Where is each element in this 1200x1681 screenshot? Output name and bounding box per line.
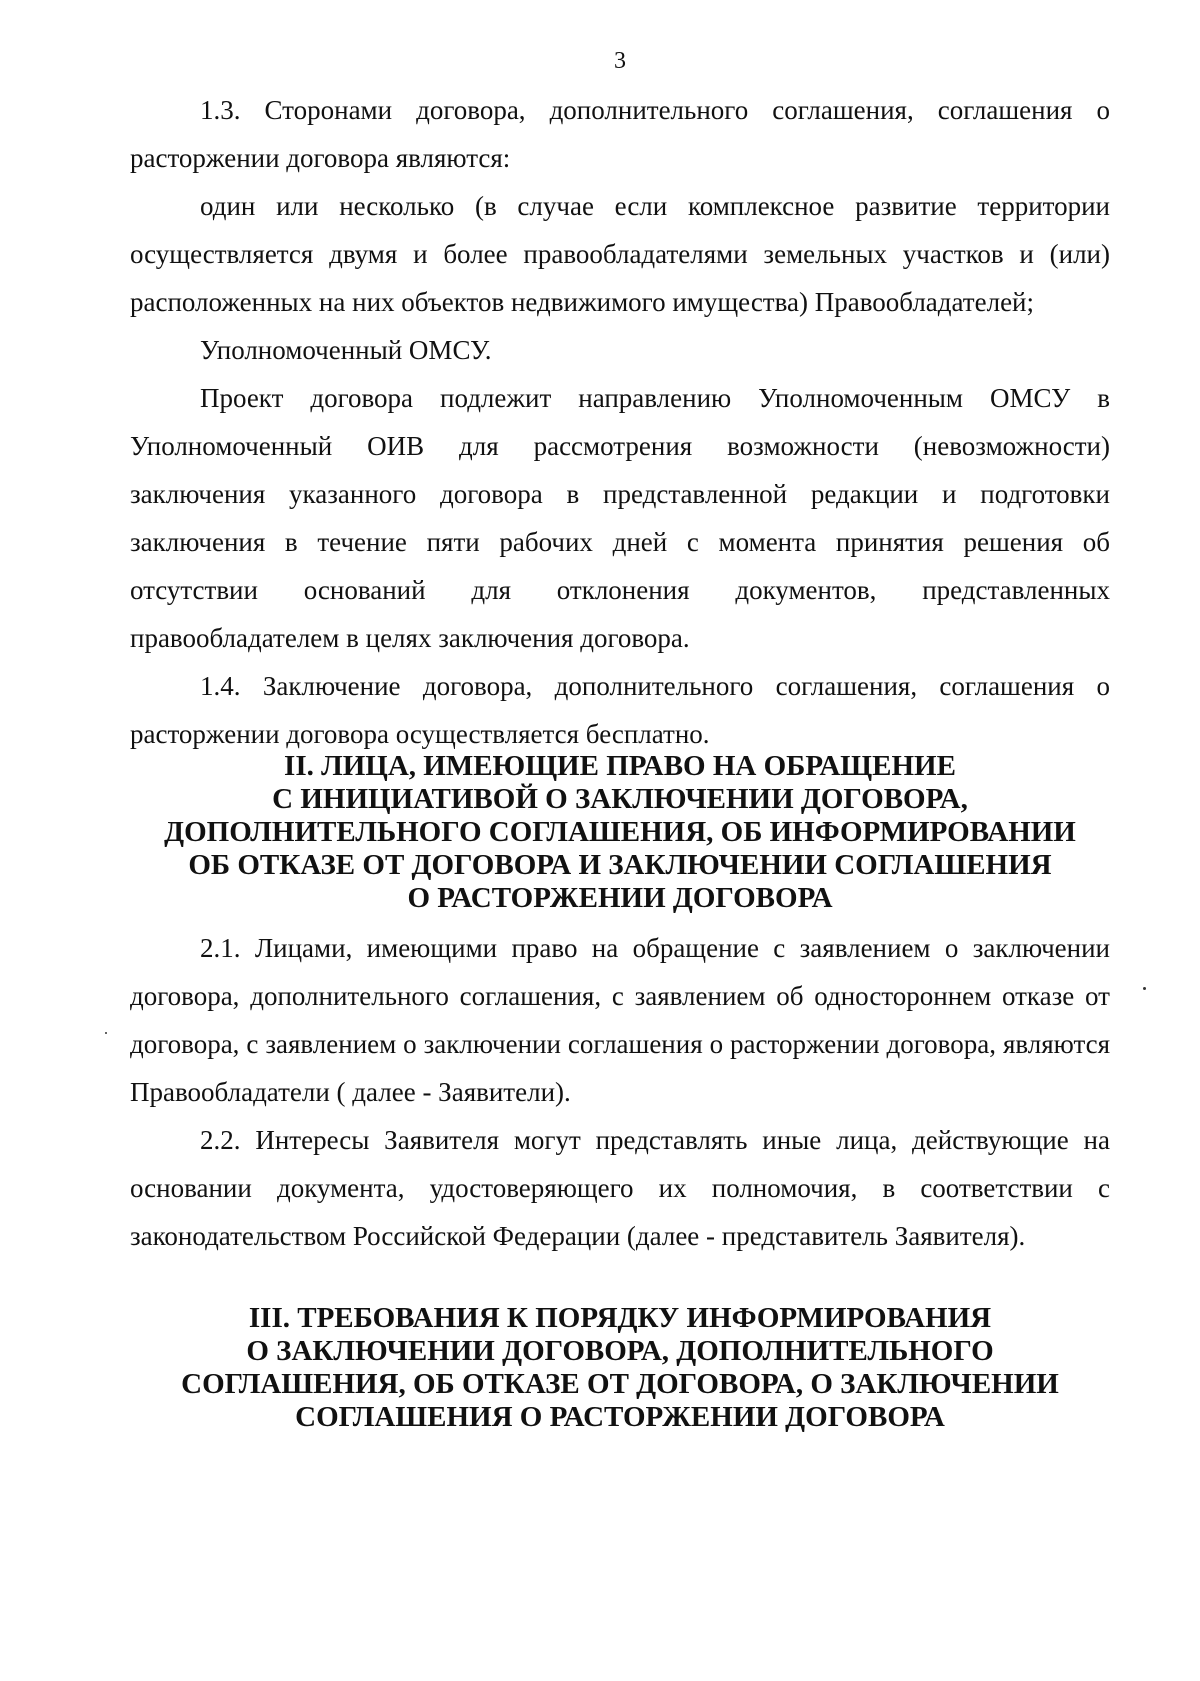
- paragraph-1-4: 1.4. Заключение договора, дополнительного соглашения, соглашения о расторжении договора осуществляется бесплатно.: [130, 671, 1110, 749]
- scan-speck: [1143, 987, 1146, 990]
- paragraph-parties-rightholders: один или несколько (в случае если комплексное развитие территории осуществляется двумя и более правообладателями земельных участков и (или) расположенных на них объектов недвижимого имущества) Правообладателей;: [130, 191, 1110, 317]
- page-number: 3: [614, 48, 626, 74]
- heading-line: ОБ ОТКАЗЕ ОТ ДОГОВОРА И ЗАКЛЮЧЕНИИ СОГЛАШЕНИЯ: [188, 849, 1052, 881]
- heading-line: О ЗАКЛЮЧЕНИИ ДОГОВОРА, ДОПОЛНИТЕЛЬНОГО: [246, 1335, 994, 1367]
- heading-line: III. ТРЕБОВАНИЯ К ПОРЯДКУ ИНФОРМИРОВАНИЯ: [248, 1302, 992, 1334]
- heading-line: СОГЛАШЕНИЯ О РАСТОРЖЕНИИ ДОГОВОРА: [295, 1401, 945, 1433]
- paragraph-2-1: 2.1. Лицами, имеющими право на обращение с заявлением о заключении договора, дополнительного соглашения, с заявлением об одностороннем отказе от договора, с заявлением о заключении соглашения о расторжении договора, являются Правообладатели ( далее - Заявители).: [130, 933, 1110, 1107]
- section2-body: [130, 924, 1110, 1260]
- section1-body: [130, 86, 1110, 758]
- section3-heading: [130, 1302, 1110, 1434]
- paragraph-parties-omsu: Уполномоченный ОМСУ.: [200, 335, 492, 365]
- heading-line: СОГЛАШЕНИЯ, ОБ ОТКАЗЕ ОТ ДОГОВОРА, О ЗАКЛЮЧЕНИИ: [181, 1368, 1059, 1400]
- scan-speck: [105, 1032, 107, 1034]
- paragraph-1-3: 1.3. Сторонами договора, дополнительного соглашения, соглашения о расторжении договора являются:: [130, 95, 1110, 173]
- heading-line: О РАСТОРЖЕНИИ ДОГОВОРА: [407, 882, 833, 914]
- heading-line: II. ЛИЦА, ИМЕЮЩИЕ ПРАВО НА ОБРАЩЕНИЕ: [284, 750, 956, 782]
- heading-line: ДОПОЛНИТЕЛЬНОГО СОГЛАШЕНИЯ, ОБ ИНФОРМИРОВАНИИ: [164, 816, 1076, 848]
- paragraph-2-2: 2.2. Интересы Заявителя могут представлять иные лица, действующие на основании документа, удостоверяющего их полномочия, в соответствии с законодательством Российской Федерации (далее - представитель Заявителя).: [130, 1125, 1110, 1251]
- paragraph-draft-contract: Проект договора подлежит направлению Уполномоченным ОМСУ в Уполномоченный ОИВ для рассмотрения возможности (невозможности) заключения указанного договора в представленной редакции и подготовки заключения в течение пяти рабочих дней с момента принятия решения об отсутствии оснований для отклонения документов, представленных правообладателем в целях заключения договора.: [130, 383, 1110, 653]
- heading-line: С ИНИЦИАТИВОЙ О ЗАКЛЮЧЕНИИ ДОГОВОРА,: [272, 783, 968, 815]
- section2-heading: [130, 750, 1110, 915]
